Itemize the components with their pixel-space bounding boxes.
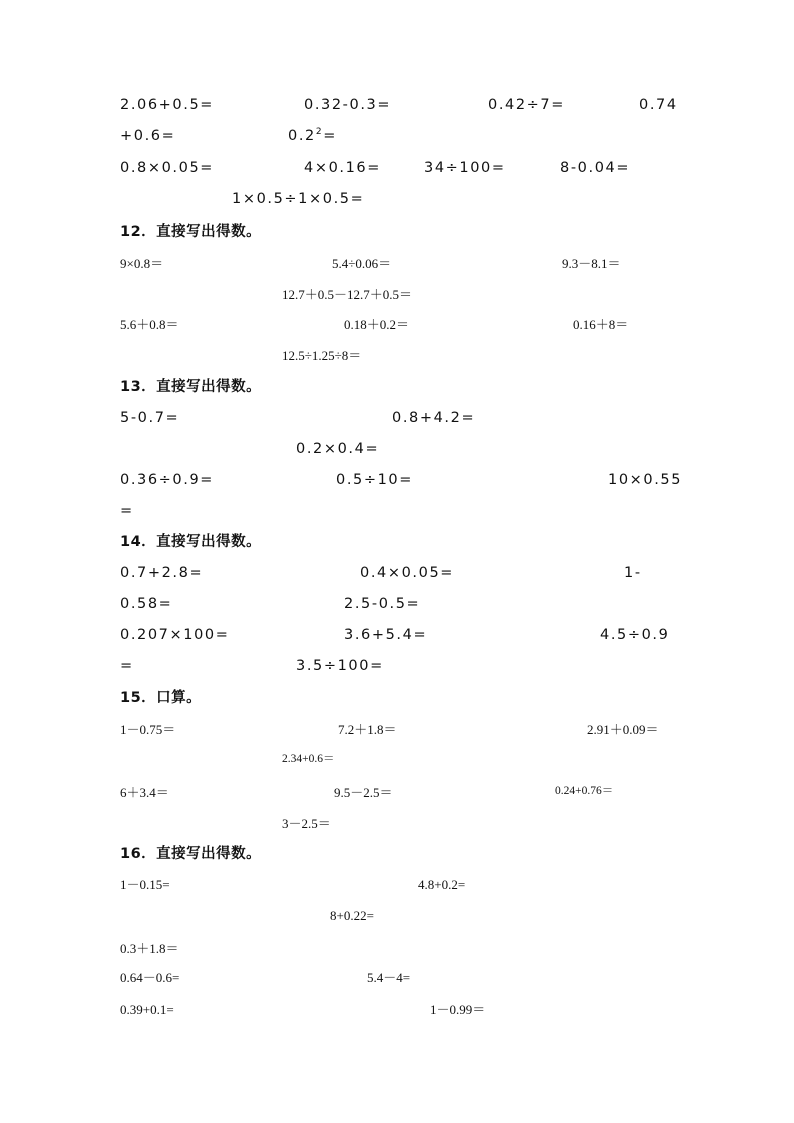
problem: 0.8+4.2=: [392, 410, 476, 426]
problem-equals: =: [323, 128, 337, 144]
problem: 2.34+0.6＝: [282, 753, 335, 765]
section-heading: 13．直接写出得数。: [120, 379, 262, 395]
problem: 0.8×0.05=: [120, 160, 215, 176]
problem: 0.3＋1.8＝: [120, 941, 179, 956]
problem: 6＋3.4＝: [120, 785, 169, 800]
problem: 34÷100=: [424, 160, 506, 176]
problem: 0.7+2.8=: [120, 565, 204, 581]
problem: 5.6＋0.8＝: [120, 317, 179, 332]
problem: +0.6=: [120, 128, 176, 144]
problem: 2.5-0.5=: [344, 596, 421, 612]
section-heading: 16．直接写出得数。: [120, 846, 262, 862]
problem: 3－2.5＝: [282, 816, 331, 831]
problem-square: [288, 129, 337, 144]
problem-base: 0.2: [288, 128, 316, 144]
problem: 5.4－4=: [367, 970, 411, 985]
problem-exponent: 2: [315, 127, 324, 138]
problem-equals: =: [120, 658, 134, 674]
problem: 12.5÷1.25÷8＝: [282, 348, 362, 363]
problem: 0.207×100=: [120, 627, 230, 643]
problem: 1-: [624, 565, 642, 581]
problem: 5-0.7=: [120, 410, 180, 426]
problem: 5.4÷0.06＝: [332, 256, 392, 271]
problem: 1－0.99＝: [430, 1002, 486, 1017]
problem: 8-0.04=: [560, 160, 631, 176]
problem: 9.5－2.5＝: [334, 785, 393, 800]
problem: 9.3－8.1＝: [562, 256, 621, 271]
problem: 0.64－0.6=: [120, 970, 180, 985]
problem: 12.7＋0.5－12.7＋0.5＝: [282, 287, 413, 302]
problem: 0.32-0.3=: [304, 97, 392, 113]
section-heading: 14．直接写出得数。: [120, 534, 262, 550]
section-heading: 12．直接写出得数。: [120, 224, 262, 240]
problem: 7.2＋1.8＝: [338, 722, 397, 737]
problem: 3.5÷100=: [296, 658, 384, 674]
problem: 0.36÷0.9=: [120, 472, 215, 488]
problem: 1－0.15=: [120, 877, 170, 892]
problem: 0.58=: [120, 596, 173, 612]
section-heading: 15．口算。: [120, 690, 202, 706]
problem: 2.91＋0.09＝: [587, 722, 659, 737]
problem: 2.06+0.5=: [120, 97, 215, 113]
problem: 10×0.55: [608, 472, 683, 488]
problem: 0.39+0.1=: [120, 1002, 174, 1017]
problem: 3.6+5.4=: [344, 627, 428, 643]
problem: 1－0.75＝: [120, 722, 176, 737]
problem: 0.2×0.4=: [296, 441, 380, 457]
problem: 4.8+0.2=: [418, 877, 466, 892]
problem: 0.16＋8＝: [573, 317, 629, 332]
problem-equals: =: [120, 503, 134, 519]
problem: 0.5÷10=: [336, 472, 414, 488]
problem: 0.4×0.05=: [360, 565, 455, 581]
problem: 9×0.8＝: [120, 256, 164, 271]
problem: 0.74: [639, 97, 678, 113]
problem: 0.24+0.76＝: [555, 785, 614, 797]
problem: 1×0.5÷1×0.5=: [232, 191, 365, 207]
problem: 4.5÷0.9: [600, 627, 670, 643]
problem: 0.18＋0.2＝: [344, 317, 410, 332]
problem: 4×0.16=: [304, 160, 382, 176]
problem: 0.42÷7=: [488, 97, 566, 113]
problem: 8+0.22=: [330, 908, 374, 923]
